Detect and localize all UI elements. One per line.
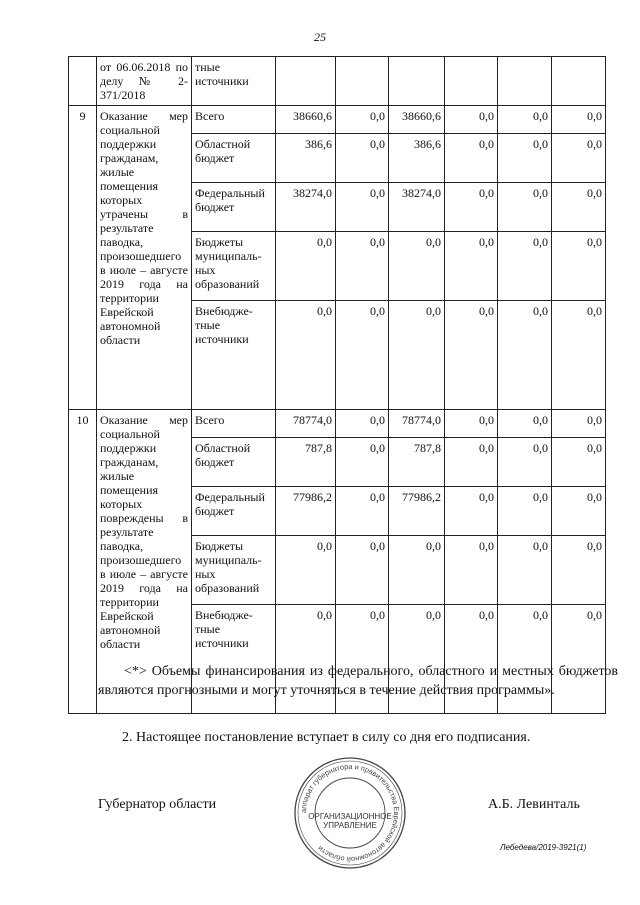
table-row — [69, 106, 606, 134]
row-description: Оказание мер социальной поддержки гражданам, жилые помещения которых утрачены в результате паводка, произошедшего в июле – августе 2019 года на территории Еврейской автономной области — [97, 106, 192, 410]
funding-value: 386,6 — [276, 134, 336, 183]
funding-value: 0,0 — [552, 438, 606, 487]
row-description: от 06.06.2018 по делу № 2-371/2018 — [97, 57, 192, 106]
funding-value: 0,0 — [336, 438, 389, 487]
funding-source: Федеральный бюджет — [192, 183, 276, 232]
funding-value: 0,0 — [389, 301, 445, 410]
funding-value: 77986,2 — [276, 487, 336, 536]
funding-value: 0,0 — [445, 536, 498, 605]
signatory-title: Губернатор области — [98, 797, 217, 812]
funding-value: 0,0 — [498, 605, 552, 714]
seal-center-text: ОРГАНИЗАЦИОННОЕ УПРАВЛЕНИЕ — [308, 812, 392, 830]
funding-value: 0,0 — [552, 134, 606, 183]
funding-value: 0,0 — [389, 605, 445, 714]
funding-value: 0,0 — [498, 536, 552, 605]
page-number: 25 — [314, 30, 326, 44]
funding-value: 0,0 — [445, 232, 498, 301]
funding-value: 0,0 — [498, 134, 552, 183]
seal-ring-text: аппарат губернатора и правительства Еврейской автономной области — [298, 761, 402, 865]
funding-source: Всего — [192, 410, 276, 438]
funding-value: 38660,6 — [389, 106, 445, 134]
funding-source: Бюджеты муниципаль-ных образований — [192, 536, 276, 605]
funding-value: 0,0 — [336, 232, 389, 301]
funding-value: 0,0 — [445, 301, 498, 410]
funding-value: 0,0 — [552, 106, 606, 134]
footnote-text: <*> Объемы финансирования из федерального, областного и местных бюджетов являются прогнозными и могут уточняться в течение действия программы». — [98, 664, 618, 698]
funding-value: 0,0 — [552, 410, 606, 438]
resolution-clause: 2. Настоящее постановление вступает в силу со дня его подписания. — [122, 730, 531, 745]
financing-table — [68, 56, 606, 714]
funding-source: Внебюдже-тные источники — [192, 301, 276, 410]
funding-value: 0,0 — [389, 232, 445, 301]
funding-value: 0,0 — [276, 536, 336, 605]
funding-value: 0,0 — [276, 232, 336, 301]
funding-value: 0,0 — [552, 536, 606, 605]
funding-value: 0,0 — [445, 183, 498, 232]
funding-value: 0,0 — [498, 232, 552, 301]
funding-value: 0,0 — [389, 536, 445, 605]
funding-value: 0,0 — [498, 106, 552, 134]
table-row-continuation — [69, 57, 606, 106]
funding-value: 0,0 — [498, 183, 552, 232]
funding-value: 0,0 — [336, 410, 389, 438]
funding-value: 0,0 — [276, 605, 336, 714]
funding-value: 38660,6 — [276, 106, 336, 134]
funding-value: 0,0 — [445, 410, 498, 438]
funding-value: 0,0 — [336, 134, 389, 183]
funding-value: 0,0 — [445, 134, 498, 183]
funding-value: 0,0 — [336, 487, 389, 536]
funding-value: 787,8 — [389, 438, 445, 487]
funding-value: 386,6 — [389, 134, 445, 183]
funding-value: 0,0 — [336, 536, 389, 605]
funding-value: 0,0 — [336, 183, 389, 232]
funding-value: 0,0 — [445, 438, 498, 487]
funding-source: Внебюдже-тные источники — [192, 605, 276, 714]
funding-value: 38274,0 — [389, 183, 445, 232]
funding-value: 0,0 — [498, 301, 552, 410]
row-number: 9 — [69, 106, 97, 410]
funding-value: 0,0 — [552, 232, 606, 301]
funding-value: 78774,0 — [276, 410, 336, 438]
row-number — [69, 57, 97, 106]
funding-value: 787,8 — [276, 438, 336, 487]
funding-value: 0,0 — [498, 438, 552, 487]
funding-value: 38274,0 — [276, 183, 336, 232]
funding-source: Областной бюджет — [192, 438, 276, 487]
footnote — [98, 662, 618, 700]
funding-source: тные источники — [192, 57, 276, 106]
funding-value: 0,0 — [336, 301, 389, 410]
funding-value: 78774,0 — [389, 410, 445, 438]
funding-source: Всего — [192, 106, 276, 134]
funding-value: 0,0 — [336, 106, 389, 134]
funding-value: 0,0 — [336, 605, 389, 714]
row-description: Оказание мер социальной поддержки гражданам, жилые помещения которых повреждены в результате паводка, произошедшего в июле – августе 2019 года на территории Еврейской автономной области — [97, 410, 192, 714]
funding-value: 0,0 — [498, 410, 552, 438]
funding-value: 0,0 — [445, 487, 498, 536]
document-reference: Лебедева/2019-3921(1) — [500, 843, 587, 852]
funding-value: 0,0 — [498, 487, 552, 536]
funding-value: 0,0 — [552, 301, 606, 410]
funding-value: 0,0 — [552, 183, 606, 232]
table-row — [69, 410, 606, 438]
funding-source: Областной бюджет — [192, 134, 276, 183]
funding-value: 0,0 — [445, 605, 498, 714]
signatory-name: А.Б. Левинталь — [488, 797, 580, 812]
funding-value: 0,0 — [276, 301, 336, 410]
funding-value: 0,0 — [445, 106, 498, 134]
row-number: 10 — [69, 410, 97, 714]
funding-value: 0,0 — [552, 605, 606, 714]
funding-value: 0,0 — [552, 487, 606, 536]
funding-source: Федеральный бюджет — [192, 487, 276, 536]
funding-source: Бюджеты муниципаль-ных образований — [192, 232, 276, 301]
funding-value: 77986,2 — [389, 487, 445, 536]
